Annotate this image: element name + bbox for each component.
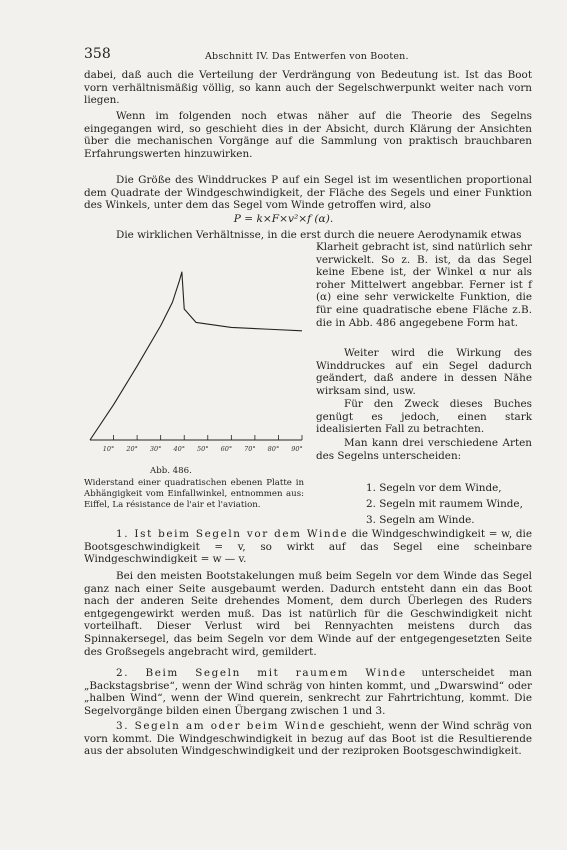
x-tick-label: 90° bbox=[291, 445, 303, 453]
section-2 bbox=[84, 667, 532, 717]
x-tick-label: 40° bbox=[173, 445, 185, 453]
list-item: 2. Segeln mit raumem Winde, bbox=[366, 498, 523, 510]
section-2-heading: 2. Beim Segeln mit raumem Winde bbox=[116, 667, 407, 679]
x-tick-label: 80° bbox=[267, 445, 280, 453]
section-2-text: unterscheidet man „Backstagsbrise“, wenn der Wind schräg von hinten kommt, und „Dwarswind“ oder „halben Wind“, wenn der Wind querein, senkrecht zur Fahrtrichtung, kommt. Die Segelvorgänge bilden einen Übergang zwischen 1 und 3. bbox=[84, 667, 532, 717]
page-number: 358 bbox=[84, 46, 111, 62]
x-tick-label: 60° bbox=[220, 445, 233, 453]
paragraph-2: Wenn im folgenden noch etwas näher auf die Theorie des Segelns eingegangen wird, so geschieht dies in der Absicht, durch Klärung der Ansichten über die mechanischen Vorgänge auf die Sammlung von praktisch brauchbaren Erfahrungswerten hinzuwirken. bbox=[84, 110, 532, 160]
paragraph-5: Weiter wird die Wirkung des Winddruckes auf ein Segel dadurch geändert, daß andere in dessen Nähe wirksam sind, usw. bbox=[316, 347, 532, 397]
x-tick-label: 10° bbox=[102, 445, 115, 453]
list-item: 3. Segeln am Winde. bbox=[366, 514, 475, 526]
figure-chart-svg bbox=[84, 266, 308, 462]
figure-chart bbox=[84, 266, 308, 462]
formula: P = k×F×v²×f (α). bbox=[233, 213, 334, 225]
x-tick-label: 50° bbox=[197, 445, 209, 453]
series-line bbox=[90, 272, 302, 440]
paragraph-4-first-line: Die wirklichen Verhältnisse, in die erst durch die neuere Aerodynamik etwas bbox=[116, 229, 522, 241]
section-1 bbox=[84, 528, 532, 566]
section-3 bbox=[84, 720, 532, 758]
paragraph-1: dabei, daß auch die Verteilung der Verdrängung von Bedeutung ist. Ist das Boot vorn verhältnismäßig völlig, so kann auch der Segelschwerpunkt weiter nach vorn liegen. bbox=[84, 69, 532, 107]
paragraph-4-wrap: Klarheit gebracht ist, sind natürlich sehr verwickelt. So z. B. ist, da das Segel keine Ebene ist, der Winkel α nur als roher Mittelwert angebbar. Ferner ist f (α) eine sehr verwickelte Funktion, die für eine quadratische ebene Fläche z.B. die in Abb. 486 angegebene Form hat. bbox=[316, 241, 532, 329]
paragraph-6: Für den Zweck dieses Buches genügt es jedoch, einen stark idealisierten Fall zu betrachten. bbox=[316, 398, 532, 436]
paragraph-7: Man kann drei verschiedene Arten des Segelns unterscheiden: bbox=[316, 437, 532, 462]
figure-caption: Widerstand einer quadratischen ebenen Platte in Abhängigkeit vom Einfallwinkel, entnommen aus: Eiffel, La résistance de l'air et l'aviation. bbox=[84, 478, 304, 510]
running-title: Abschnitt IV. Das Entwerfen von Booten. bbox=[205, 51, 409, 62]
section-3-text: geschieht, wenn der Wind schräg von vorn kommt. Die Windgeschwindigkeit in bezug auf das Boot ist die Resultierende aus der absoluten Windgeschwindigkeit und der reziproken Bootsgeschwindigkeit. bbox=[84, 720, 533, 758]
x-tick-label: 70° bbox=[244, 445, 256, 453]
section-1-heading: 1. Ist beim Segeln vor dem Winde bbox=[116, 528, 349, 540]
figure-label: Abb. 486. bbox=[150, 466, 192, 476]
x-tick-label: 30° bbox=[149, 445, 162, 453]
section-3-heading: 3. Segeln am oder beim Winde bbox=[116, 720, 327, 732]
list-item: 1. Segeln vor dem Winde, bbox=[366, 482, 502, 494]
section-1-text: die Windgeschwindigkeit = w, die Bootsgeschwindigkeit = v, so wirkt auf das Segel eine scheinbare Windgeschwindigkeit = w — v. bbox=[84, 528, 532, 566]
x-tick-label: 20° bbox=[126, 445, 138, 453]
paragraph-8: Bei den meisten Bootstakelungen muß beim Segeln vor dem Winde das Segel ganz nach einer Seite ausgebaumt werden. Dadurch entsteht dann ein das Boot nach der anderen Seite drehendes Moment, dem durch Überlegen des Ruders entgegengewirkt werden muß. Das ist natürlich für die Geschwindigkeit nicht vorteilhaft. Dieser Verlust wird bei Rennyachten meistens durch das Spinnakersegel, das beim Segeln vor dem Winde auf der entgegengesetzten Seite des Großsegels angebracht wird, gemildert. bbox=[84, 570, 532, 658]
paragraph-3: Die Größe des Winddruckes P auf ein Segel ist im wesentlichen proportional dem Quadrate der Windgeschwindigkeit, der Fläche des Segels und einer Funktion des Winkels, unter dem das Segel vom Winde getroffen wird, also bbox=[84, 174, 532, 212]
